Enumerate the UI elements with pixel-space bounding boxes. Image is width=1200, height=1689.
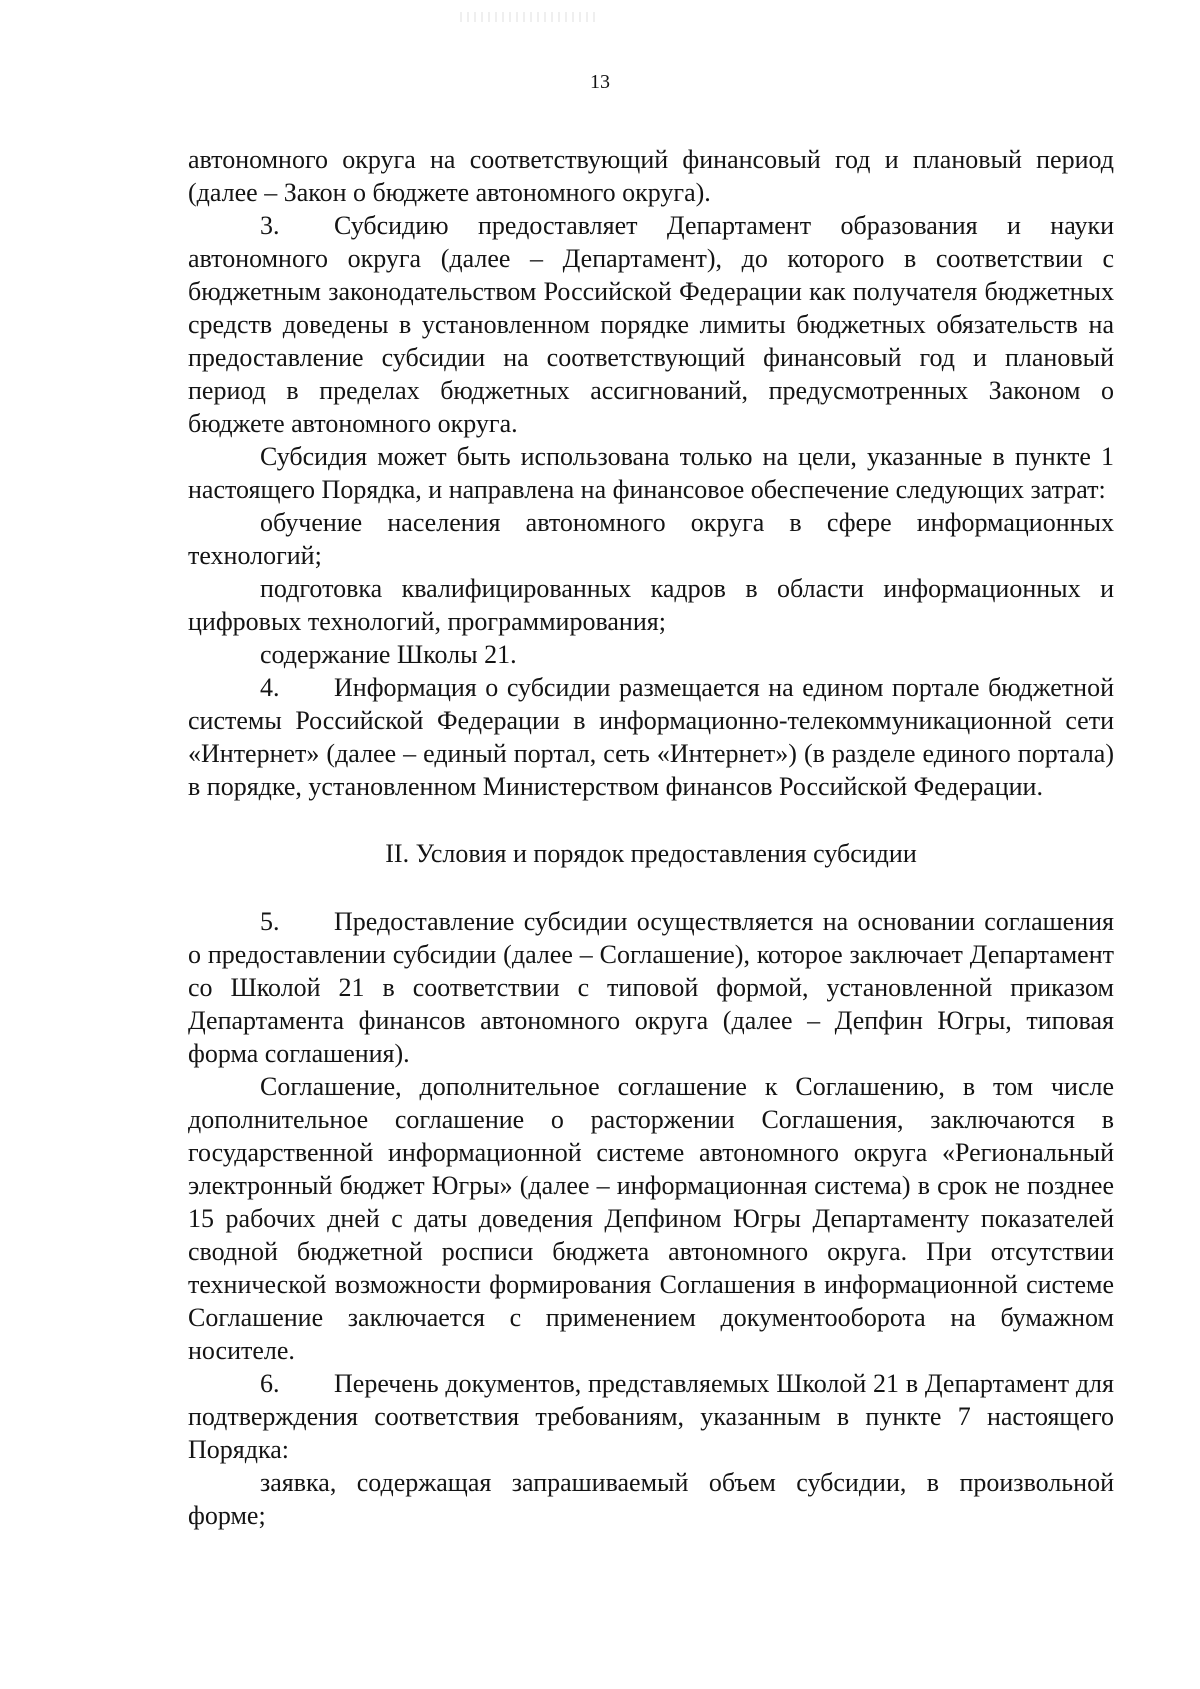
page-number: 13 bbox=[590, 71, 610, 93]
paragraph-item-5 bbox=[188, 905, 1114, 1070]
list-item-training: обучение населения автономного округа в сфере информационных технологий; bbox=[188, 508, 1114, 570]
item-number: 5. bbox=[260, 907, 280, 936]
scan-artifact bbox=[460, 12, 600, 22]
list-item-school: содержание Школы 21. bbox=[260, 640, 517, 669]
paragraph-subsidy-purpose: Субсидия может быть использована только на цели, указанные в пункте 1 настоящего Порядка, и направлена на финансовое обеспечение следующих затрат: bbox=[188, 442, 1114, 504]
item-text: Субсидию предоставляет Департамент образования и науки автономного округа (далее – Департамент), до которого в соответствии с бюджетным законодательством Российской Федерации как получателя бюджетных средств доведены в установленном порядке лимиты бюджетных обязательств на предоставление субсидии на соответствующий финансовый год и плановый период в пределах бюджетных ассигнований, предусмотренных Законом о бюджете автономного округа. bbox=[188, 211, 1114, 438]
item-number: 6. bbox=[260, 1369, 280, 1398]
document-body bbox=[188, 143, 1114, 1532]
paragraph-item-3 bbox=[188, 209, 1114, 440]
paragraph-item-4 bbox=[188, 671, 1114, 803]
paragraph-continuation: автономного округа на соответствующий финансовый год и плановый период (далее – Закон о бюджете автономного округа). bbox=[188, 145, 1114, 207]
item-text: Информация о субсидии размещается на едином портале бюджетной системы Российской Федерации в информационно-телекоммуникационной сети «Интернет» (далее – единый портал, сеть «Интернет») (в разделе единого портала) в порядке, установленном Министерством финансов Российской Федерации. bbox=[188, 673, 1114, 801]
item-text: Перечень документов, представляемых Школой 21 в Департамент для подтверждения соответствия требованиям, указанным в пункте 7 настоящего Порядка: bbox=[188, 1369, 1114, 1464]
section-heading: II. Условия и порядок предоставления субсидии bbox=[385, 839, 917, 868]
list-item-application: заявка, содержащая запрашиваемый объем субсидии, в произвольной форме; bbox=[188, 1468, 1114, 1530]
paragraph-agreement: Соглашение, дополнительное соглашение к Соглашению, в том числе дополнительное соглашение о расторжении Соглашения, заключаются в государственной информационной системе автономного округа «Региональный электронный бюджет Югры» (далее – информационная система) в срок не позднее 15 рабочих дней с даты доведения Депфином Югры Департаменту показателей сводной бюджетной росписи бюджета автономного округа. При отсутствии технической возможности формирования Соглашения в информационной системе Соглашение заключается с применением документооборота на бумажном носителе. bbox=[188, 1072, 1114, 1365]
item-text: Предоставление субсидии осуществляется на основании соглашения о предоставлении субсидии (далее – Соглашение), которое заключает Департамент со Школой 21 в соответствии с типовой формой, установленной приказом Департамента финансов автономного округа (далее – Депфин Югры, типовая форма соглашения). bbox=[188, 907, 1114, 1068]
paragraph-item-6 bbox=[188, 1367, 1114, 1466]
item-number: 4. bbox=[260, 673, 280, 702]
list-item-staff: подготовка квалифицированных кадров в области информационных и цифровых технологий, программирования; bbox=[188, 574, 1114, 636]
item-number: 3. bbox=[260, 211, 280, 240]
